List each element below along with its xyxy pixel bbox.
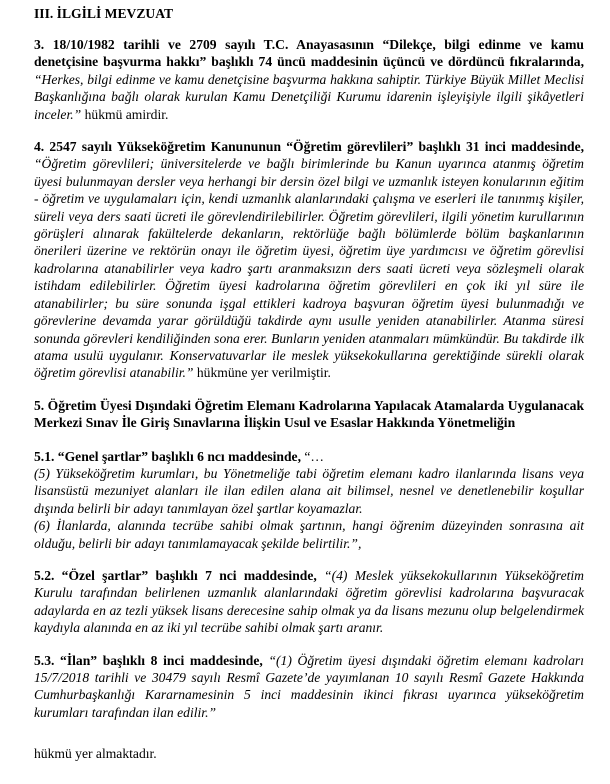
paragraph-4-tail: hükmüne yer verilmiştir.: [193, 365, 331, 381]
paragraph-5-3-lead: 5.3. “İlan” başlıklı 8 inci maddesinde,: [34, 652, 263, 668]
paragraph-5-1-quote: (5) Yükseköğretim kurumları, bu Yönetmeliğe tabi öğretim elemanı kadro ilanlarında lisans veya lisansüstü mezuniyet alanları ile ilan edilen alana ait bilimsel, nesnel ve denetlenebilir koşullar dışında belirli bir adayı tanımlayan özel şartlar koyamazlar.: [34, 465, 584, 516]
paragraph-5-2: [34, 567, 584, 637]
paragraph-3-lead: 3. 18/10/1982 tarihli ve 2709 sayılı T.C. Anayasasının “Dilekçe, bilgi edinme ve kamu denetçisine başvurma hakkı” başlıklı 74 üncü maddesinin üçüncü ve dördüncü fıkralarında,: [34, 37, 584, 70]
paragraph-5-1-open: “…: [300, 448, 325, 464]
paragraph-5-3-quote: “(1) Öğretim üyesi dışındaki öğretim elemanı kadroları 15/7/2018 tarihli ve 30479 sayılı Resmî Gazete’de yayımlanan 10 sayılı Resmî Gazete Hakkında Cumhurbaşkanlığı Kararnamesinin 5 inci maddesinin ikinci fıkrası uyarınca yükseköğretim kurumları tarafından ilan edilir.”: [34, 652, 584, 720]
closing-text: hükmü yer almaktadır.: [34, 746, 157, 762]
paragraph-5-3: [34, 652, 584, 722]
paragraph-5-2-quote: “(4) Meslek yüksekokullarının Yükseköğretim Kurulu tarafından belirlenen uzmanlık alanlarındaki öğretim görevlisi kadrolarına başvuracak adaylarda en az tezli yüksek lisans derecesine sahip olmak ya da lisans mezunu olup belgelendirmek kaydıyla alanında en az iki yıl tecrübe sahibi olmak şartı aranır.: [34, 567, 584, 636]
paragraph-5-title: 5. Öğretim Üyesi Dışındaki Öğretim Elemanı Kadrolarına Yapılacak Atamalarda Uygulanacak Merkezi Sınav İle Giriş Sınavlarına İlişkin Usul ve Esaslar Hakkında Yönetmeliğin: [34, 397, 584, 431]
paragraph-5-1: [34, 448, 584, 465]
paragraph-4-lead: 4. 2547 sayılı Yükseköğretim Kanununun “Öğretim görevlileri” başlıklı 31 inci maddesinde,: [34, 139, 584, 155]
paragraph-3-quote: “Herkes, bilgi edinme ve kamu denetçisine başvurma hakkına sahiptir. Türkiye Büyük Millet Meclisi Başkanlığına bağlı olarak kurulan Kamu Denetçiliği Kurumu idarenin işleyişiyle ilgili şikâyetleri inceler.”: [34, 71, 584, 122]
paragraph-4: [34, 138, 584, 382]
paragraph-5-1-lead: 5.1. “Genel şartlar” başlıklı 6 ncı maddesinde,: [34, 448, 301, 464]
paragraph-4-quote: “Öğretim görevlileri; üniversitelerde ve bağlı birimlerinde bu Kanun uyarınca atanmış öğretim üyesi bulunmayan dersler veya herhangi bir dersin özel bilgi ve uzmanlık isteyen konularının eğitim - öğretim ve uygulamaları için, kendi uzmanlık alanlarındaki çalışma ve eserleri ile tanınmış kişiler, süreli veya ders saati ücreti ile görevlendirilebilirler. Öğretim görevlileri, ilgili yönetim kurullarının görüşleri alınarak fakültelerde dekanların, rektörlüğe bağlı bölümlerde bölüm başkanlarının önerileri üzerine ve rektörün onayı ile öğretim üyesi, öğretim üye yardımcısı ve öğretim görevlisi kadrolarına atanabilirler veya kadro şartı aranmaksızın ders saati ücreti veya sözleşmeli olarak istihdam edilebilirler. Öğretim üyesi kadrolarına öğretim görevlileri en çok iki yıl süre ile atanabilirler; bu süre sonunda işgal ettikleri kadroya başvuran öğretim üyesi bulunmadığı ve görevlerine devamda yarar görüldüğü takdirde aynı usulle yeniden atanabilirler. Atanma süresi sonunda görevleri kendiliğinden sona erer. Bunların yeniden atanmaları mümkündür. Bu takdirde ilk atama usulü uygulanır. Konservatuvarlar ile meslek yüksekokullarına gerektiğinde sürekli olarak öğretim görevlisi atanabilir.”: [34, 156, 584, 381]
paragraph-3: [34, 36, 584, 123]
paragraph-5-1-quote-2: (6) İlanlarda, alanında tecrübe sahibi olmak şartının, hangi öğrenim düzeyinden sonrasına ait olduğu, belirli bir adayı tanımlamayacak şekilde belirtilir.”,: [34, 518, 584, 551]
section-heading: III. İLGİLİ MEVZUAT: [34, 6, 174, 21]
paragraph-3-tail: hükmü amirdir.: [81, 106, 169, 122]
paragraph-5-2-lead: 5.2. “Özel şartlar” başlıklı 7 nci maddesinde,: [34, 567, 317, 583]
